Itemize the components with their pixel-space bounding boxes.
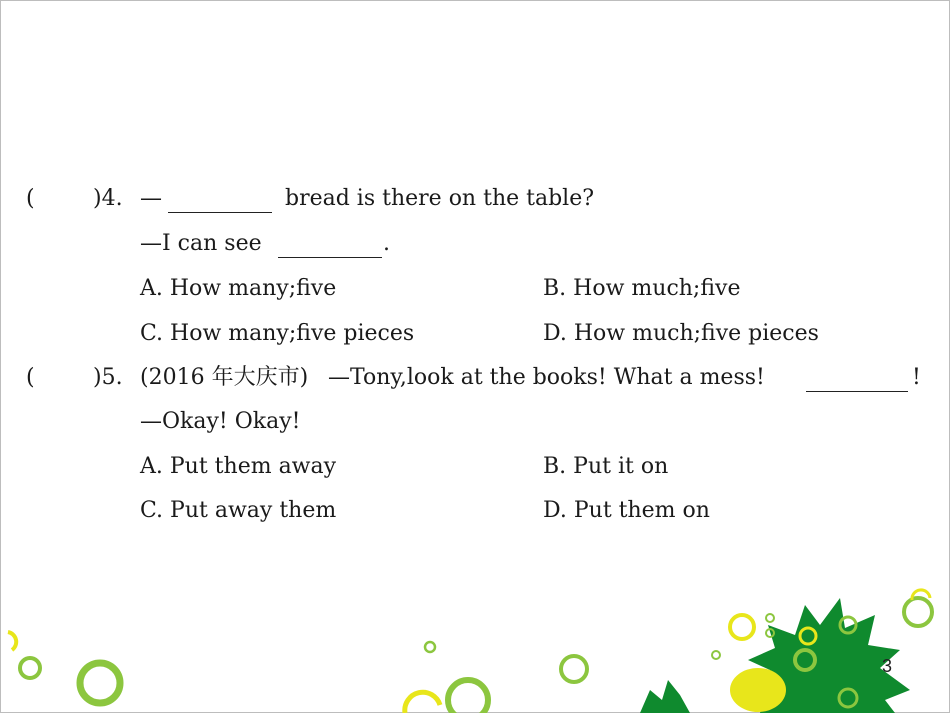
q4-dash: —: [140, 186, 162, 211]
ring-tiny-center-icon: [425, 642, 435, 652]
ring-large-left-icon: [80, 663, 120, 703]
page-number: 3: [882, 656, 893, 676]
q5-option-b[interactable]: B. Put it on: [543, 454, 669, 479]
ring-arc-edge-icon: [8, 632, 16, 650]
q5-option-a[interactable]: A. Put them away: [140, 454, 337, 479]
q4-option-b[interactable]: B. How much;five: [543, 276, 741, 301]
ring-mid-center-icon: [561, 656, 587, 682]
q5-option-d[interactable]: D. Put them on: [543, 498, 710, 523]
ring-right-9-icon: [904, 598, 932, 626]
yellow-blob-icon: [730, 668, 786, 712]
q4-option-a[interactable]: A. How many;five: [140, 276, 337, 301]
ring-bottom-center-icon: [448, 680, 488, 713]
q4-question-text: bread is there on the table?: [285, 186, 595, 211]
q5-reply: —Okay! Okay!: [140, 409, 301, 434]
q4-answer-end: .: [383, 231, 390, 256]
maple-leaf-small-icon: [640, 680, 690, 713]
q4-answer-prefix: —I can see: [140, 231, 262, 256]
q5-number: )5.: [93, 365, 123, 390]
ring-arc-bottom-icon: [405, 692, 440, 713]
q5-source: (2016 年大庆市): [140, 365, 309, 390]
ring-right-1-icon: [730, 615, 754, 639]
ring-right-4-icon: [712, 651, 720, 659]
q4-option-d[interactable]: D. How much;five pieces: [543, 321, 819, 346]
q5-question-text: —Tony,look at the books! What a mess!: [328, 365, 765, 390]
q5-question-end: !: [912, 365, 921, 390]
ring-small-left-icon: [20, 658, 40, 678]
q4-option-c[interactable]: C. How many;five pieces: [140, 321, 415, 346]
ring-right-2-icon: [766, 614, 774, 622]
q5-paren: (: [26, 365, 35, 390]
q4-number: )4.: [93, 186, 123, 211]
q4-paren: (: [26, 186, 35, 211]
q5-option-c[interactable]: C. Put away them: [140, 498, 337, 523]
